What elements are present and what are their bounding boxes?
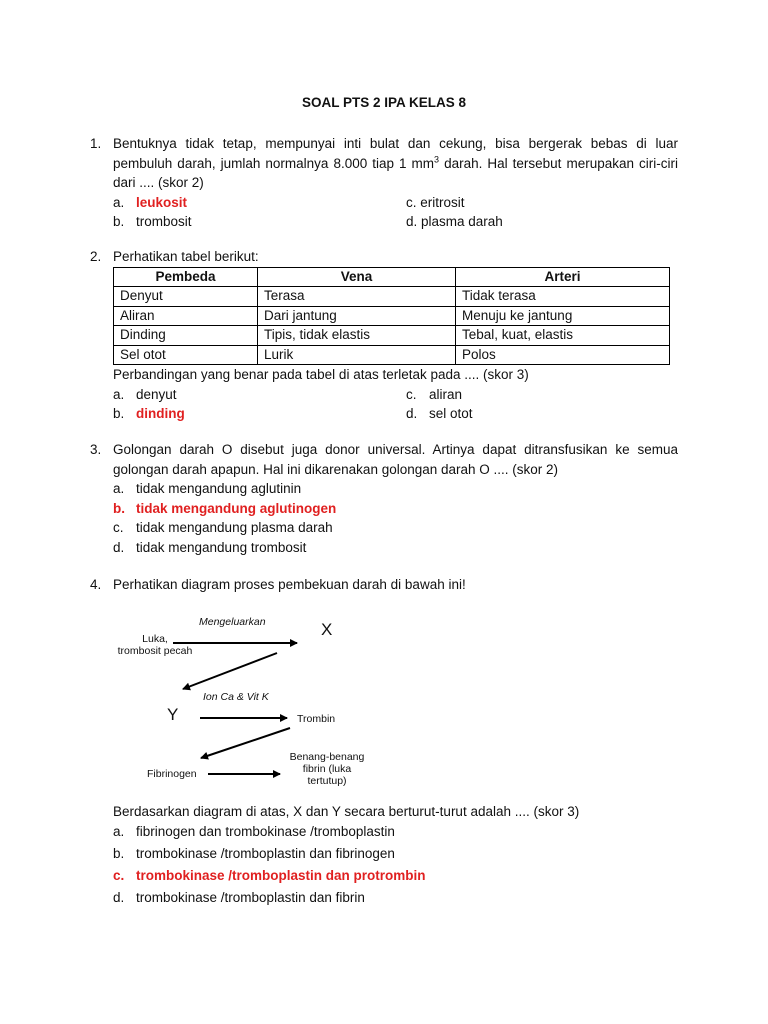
table-cell: Tebal, kuat, elastis [456, 326, 670, 346]
option-d[interactable]: d. trombokinase /tromboplastin dan fibrin [113, 889, 365, 905]
table-cell: Terasa [258, 287, 456, 307]
option-b[interactable]: b. tidak mengandung aglutinogen [113, 500, 337, 516]
option-d[interactable]: d. sel otot [406, 406, 473, 421]
question-4-answers [90, 802, 678, 910]
label-x: X [321, 620, 333, 639]
option-row [113, 404, 678, 424]
table-cell: Menuju ke jantung [456, 306, 670, 326]
table-cell: Dari jantung [258, 306, 456, 326]
comparison-table [113, 267, 670, 366]
arrow-x-to-y [183, 653, 277, 689]
table-row [114, 345, 670, 365]
table-header: Arteri [456, 267, 670, 287]
option-d[interactable]: d. plasma darah [406, 214, 503, 229]
table-cell: Lurik [258, 345, 456, 365]
table-header: Vena [258, 267, 456, 287]
option-d[interactable]: d. tidak mengandung trombosit [113, 539, 307, 555]
option-list [113, 822, 678, 910]
table-cell: Sel otot [114, 345, 258, 365]
question-1 [90, 134, 678, 232]
correct-answer: dinding [136, 406, 185, 421]
option-a[interactable]: a. tidak mengandung aglutinin [113, 481, 302, 496]
label-trombin: Trombin [297, 713, 336, 725]
table-cell: Denyut [114, 287, 258, 307]
correct-answer: trombokinase /tromboplastin dan protrombin [136, 867, 426, 883]
correct-answer: leukosit [136, 194, 188, 210]
option-a[interactable]: a. leukosit [113, 194, 188, 210]
question-intro: Perhatikan tabel berikut: [113, 249, 259, 264]
table-cell: Tidak terasa [456, 287, 670, 307]
option-c[interactable]: c. tidak mengandung plasma darah [113, 520, 333, 535]
table-cell: Aliran [114, 306, 258, 326]
option-row [113, 385, 678, 405]
question-text: Bentuknya tidak tetap, mempunyai inti bulat dan cekung, bisa bergerak bebas di luar pembuluh darah, jumlah normalnya 8.000 tiap 1 $mm^3$ darah. Hal tersebut merupakan ciri-ciri dari .... (skor 2) [113, 136, 678, 190]
table-row [114, 287, 670, 307]
question-intro: Perhatikan diagram proses pembekuan darah di bawah ini! [113, 577, 466, 592]
correct-answer: tidak mengandung aglutinogen [136, 500, 337, 516]
question-text: Golongan darah O disebut juga donor universal. Artinya dapat ditransfusikan ke semua golongan darah apapun. Hal ini dikarenakan golongan darah O .... (skor 2) [113, 442, 678, 477]
option-b[interactable]: b. trombosit [113, 214, 192, 229]
option-list [113, 479, 678, 557]
table-cell: Dinding [114, 326, 258, 346]
question-number: 2. [90, 249, 102, 264]
question-number: 3. [90, 442, 102, 457]
option-a[interactable]: a. denyut [113, 386, 177, 402]
option-c[interactable]: c. eritrosit [406, 194, 465, 210]
table-row [114, 306, 670, 326]
question-2 [90, 247, 678, 424]
question-text: Perbandingan yang benar pada tabel di atas terletak pada .... (skor 3) [113, 367, 529, 382]
question-number: 4. [90, 577, 102, 592]
table-row [114, 326, 670, 346]
page-title: SOAL PTS 2 IPA KELAS 8 [301, 95, 467, 110]
option-c[interactable]: c. trombokinase /tromboplastin dan protrombin [113, 867, 426, 883]
option-row [113, 193, 678, 213]
label-y: Y [167, 705, 179, 724]
question-text: Berdasarkan diagram di atas, X dan Y secara berturut-turut adalah .... (skor 3) [113, 804, 580, 819]
option-row [113, 212, 678, 232]
question-4 [90, 575, 678, 595]
label-luka: Luka, trombosit pecah [117, 633, 193, 657]
question-3 [90, 440, 678, 557]
table-cell: Tipis, tidak elastis [258, 326, 456, 346]
option-b[interactable]: b. dinding [113, 406, 185, 421]
blood-clotting-diagram [115, 605, 415, 795]
question-number: 1. [90, 136, 102, 151]
option-a[interactable]: a. fibrinogen dan trombokinase /tromboplastin [113, 823, 395, 839]
arrow-trombin-to-fibrinogen [201, 728, 290, 758]
option-b[interactable]: b. trombokinase /tromboplastin dan fibrinogen [113, 845, 395, 861]
label-ion-ca: Ion Ca & Vit K [203, 691, 269, 703]
label-mengeluarkan: Mengeluarkan [199, 616, 266, 628]
label-benang-fibrin: Benang-benang fibrin (luka tertutup) [289, 751, 365, 787]
table-cell: Polos [456, 345, 670, 365]
table-header-row [114, 267, 670, 287]
table-header: Pembeda [114, 267, 258, 287]
label-fibrinogen: Fibrinogen [147, 768, 197, 780]
option-c[interactable]: c. aliran [406, 386, 463, 402]
